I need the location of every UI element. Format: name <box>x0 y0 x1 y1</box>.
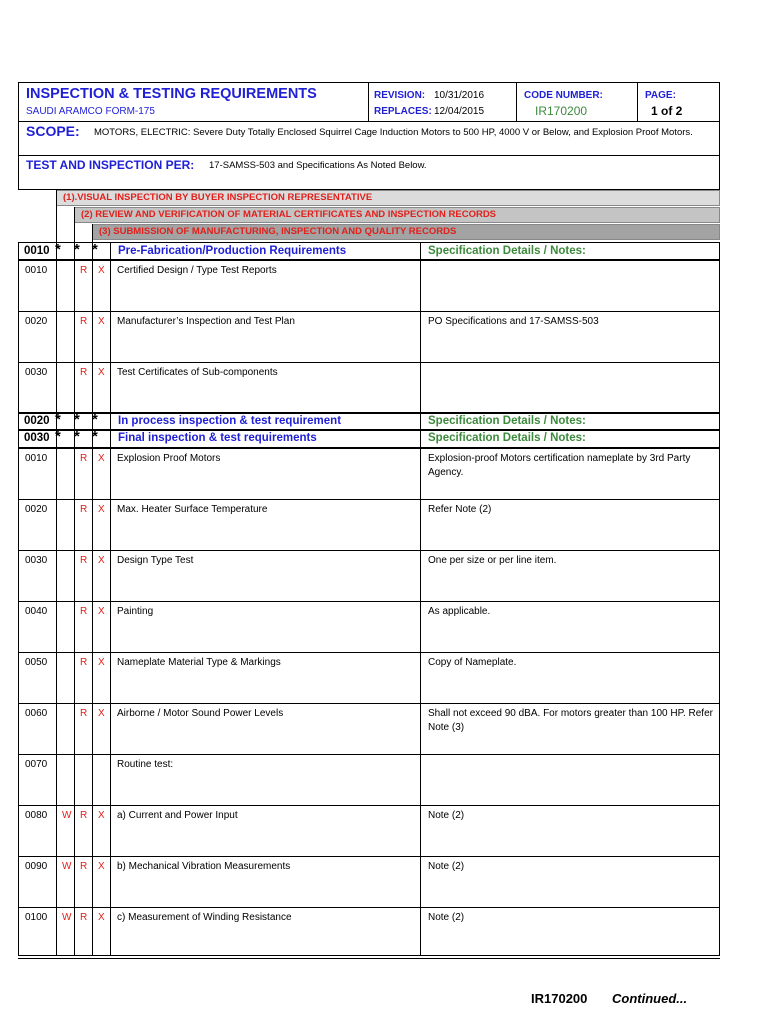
item-note: As applicable. <box>428 606 491 617</box>
table-row <box>18 312 720 363</box>
submit-mark: X <box>98 453 105 464</box>
section-code-prefab: 0010 <box>24 245 50 257</box>
item-code: 0050 <box>25 657 48 668</box>
test-per-text: 17-SAMSS-503 and Specifications As Noted Below. <box>209 160 427 171</box>
star-6: * <box>92 411 98 428</box>
witness-mark: W <box>62 912 72 923</box>
item-code: 0020 <box>25 504 48 515</box>
star-2: * <box>74 241 80 258</box>
review-mark: R <box>80 504 88 515</box>
section-notes-header-inprocess: Specification Details / Notes: <box>428 415 586 427</box>
item-note: Refer Note (2) <box>428 504 492 515</box>
witness-mark: W <box>62 810 72 821</box>
item-note: Explosion-proof Motors certification nameplate by 3rd Party Agency. <box>428 453 691 478</box>
scope-label: SCOPE: <box>26 123 80 139</box>
section-code-inprocess: 0020 <box>24 415 50 427</box>
banner-visual-inspection-text: (1).VISUAL INSPECTION BY BUYER INSPECTION REPRESENTATIVE <box>63 192 373 203</box>
review-mark: R <box>80 367 88 378</box>
review-mark: R <box>80 810 88 821</box>
witness-mark: W <box>62 861 72 872</box>
section-title-final: Final inspection & test requirements <box>118 432 317 444</box>
banner-submission-records <box>92 224 720 240</box>
section-title-inprocess: In process inspection & test requirement <box>118 415 342 427</box>
table-row <box>18 363 720 414</box>
submit-mark: X <box>98 316 105 327</box>
star-8: * <box>74 428 80 445</box>
item-code: 0020 <box>25 316 48 327</box>
submit-mark: X <box>98 861 105 872</box>
review-mark: R <box>80 555 88 566</box>
table-row <box>18 755 720 806</box>
banner-submission-records-text: (3) SUBMISSION OF MANUFACTURING, INSPECTION AND QUALITY RECORDS <box>99 226 457 237</box>
item-code: 0090 <box>25 861 48 872</box>
item-code: 0080 <box>25 810 48 821</box>
item-description: Certified Design / Type Test Reports <box>117 265 277 276</box>
item-code: 0060 <box>25 708 48 719</box>
submit-mark: X <box>98 367 105 378</box>
banner-review-verification-text: (2) REVIEW AND VERIFICATION OF MATERIAL CERTIFICATES AND INSPECTION RECORDS <box>81 209 497 220</box>
form-title: INSPECTION & TESTING REQUIREMENTS <box>26 86 317 102</box>
star-7: * <box>55 428 61 445</box>
star-3: * <box>92 241 98 258</box>
table-row <box>18 857 720 908</box>
item-description: Test Certificates of Sub-components <box>117 367 278 378</box>
item-note: Copy of Nameplate. <box>428 657 517 668</box>
star-4: * <box>55 411 61 428</box>
item-description: Airborne / Motor Sound Power Levels <box>117 708 284 719</box>
revision-value: 10/31/2016 <box>434 90 485 101</box>
item-description: Nameplate Material Type & Markings <box>117 657 281 668</box>
footer-code: IR170200 <box>531 991 588 1006</box>
submit-mark: X <box>98 606 105 617</box>
scope-text: MOTORS, ELECTRIC: Severe Duty Totally Enclosed Squirrel Cage Induction Motors to 500 HP, 4000 V or Below, and Explosion Proof Motors. <box>94 127 693 138</box>
section-title-prefab: Pre-Fabrication/Production Requirements <box>118 245 347 257</box>
item-code: 0010 <box>25 265 48 276</box>
table-row <box>18 500 720 551</box>
item-description: Design Type Test <box>117 555 194 566</box>
table-row <box>18 908 720 959</box>
review-mark: R <box>80 912 88 923</box>
item-note: PO Specifications and 17-SAMSS-503 <box>428 316 599 327</box>
revision-label: REVISION: <box>374 90 426 101</box>
footer-continued: Continued... <box>612 991 688 1006</box>
review-mark: R <box>80 265 88 276</box>
table-row <box>18 704 720 755</box>
submit-mark: X <box>98 657 105 668</box>
review-mark: R <box>80 657 88 668</box>
replaces-value: 12/04/2015 <box>434 106 485 117</box>
item-description: Max. Heater Surface Temperature <box>117 504 268 515</box>
table-row <box>18 261 720 312</box>
table-row <box>18 602 720 653</box>
item-code: 0040 <box>25 606 48 617</box>
item-code: 0010 <box>25 453 48 464</box>
review-mark: R <box>80 708 88 719</box>
table-row <box>18 449 720 500</box>
item-code: 0030 <box>25 367 48 378</box>
submit-mark: X <box>98 265 105 276</box>
submit-mark: X <box>98 555 105 566</box>
submit-mark: X <box>98 708 105 719</box>
star-9: * <box>92 428 98 445</box>
section-code-final: 0030 <box>24 432 50 444</box>
item-description: Routine test: <box>117 759 174 770</box>
test-per-label: TEST AND INSPECTION PER: <box>26 158 195 172</box>
item-note: Shall not exceed 90 dBA. For motors greater than 100 HP. Refer Note (3) <box>428 708 713 733</box>
item-note: Note (2) <box>428 810 465 821</box>
item-note: Note (2) <box>428 912 465 923</box>
code-number-label: CODE NUMBER: <box>524 90 603 101</box>
review-mark: R <box>80 606 88 617</box>
review-mark: R <box>80 316 88 327</box>
table-row <box>18 551 720 602</box>
page-label: PAGE: <box>645 90 676 101</box>
table-row <box>18 806 720 857</box>
star-5: * <box>74 411 80 428</box>
section-notes-header-prefab: Specification Details / Notes: <box>428 245 586 257</box>
item-description: Explosion Proof Motors <box>117 453 221 464</box>
section-notes-header-final: Specification Details / Notes: <box>428 432 586 444</box>
item-description: c) Measurement of Winding Resistance <box>117 912 292 923</box>
submit-mark: X <box>98 912 105 923</box>
form-number: SAUDI ARAMCO FORM-175 <box>26 106 155 117</box>
item-description: b) Mechanical Vibration Measurements <box>117 861 291 872</box>
table-row <box>18 653 720 704</box>
review-mark: R <box>80 453 88 464</box>
banner-visual-inspection <box>56 190 720 206</box>
item-code: 0100 <box>25 912 48 923</box>
item-code: 0030 <box>25 555 48 566</box>
code-number-value: IR170200 <box>535 104 588 118</box>
submit-mark: X <box>98 504 105 515</box>
item-code: 0070 <box>25 759 48 770</box>
item-description: a) Current and Power Input <box>117 810 238 821</box>
review-mark: R <box>80 861 88 872</box>
page-value: 1 of 2 <box>651 104 683 118</box>
item-description: Painting <box>117 606 154 617</box>
replaces-label: REPLACES: <box>374 106 432 117</box>
submit-mark: X <box>98 810 105 821</box>
star-1: * <box>55 241 61 258</box>
banner-review-verification <box>74 207 720 223</box>
item-note: One per size or per line item. <box>428 555 557 566</box>
item-description: Manufacturer’s Inspection and Test Plan <box>117 316 295 327</box>
item-note: Note (2) <box>428 861 465 872</box>
